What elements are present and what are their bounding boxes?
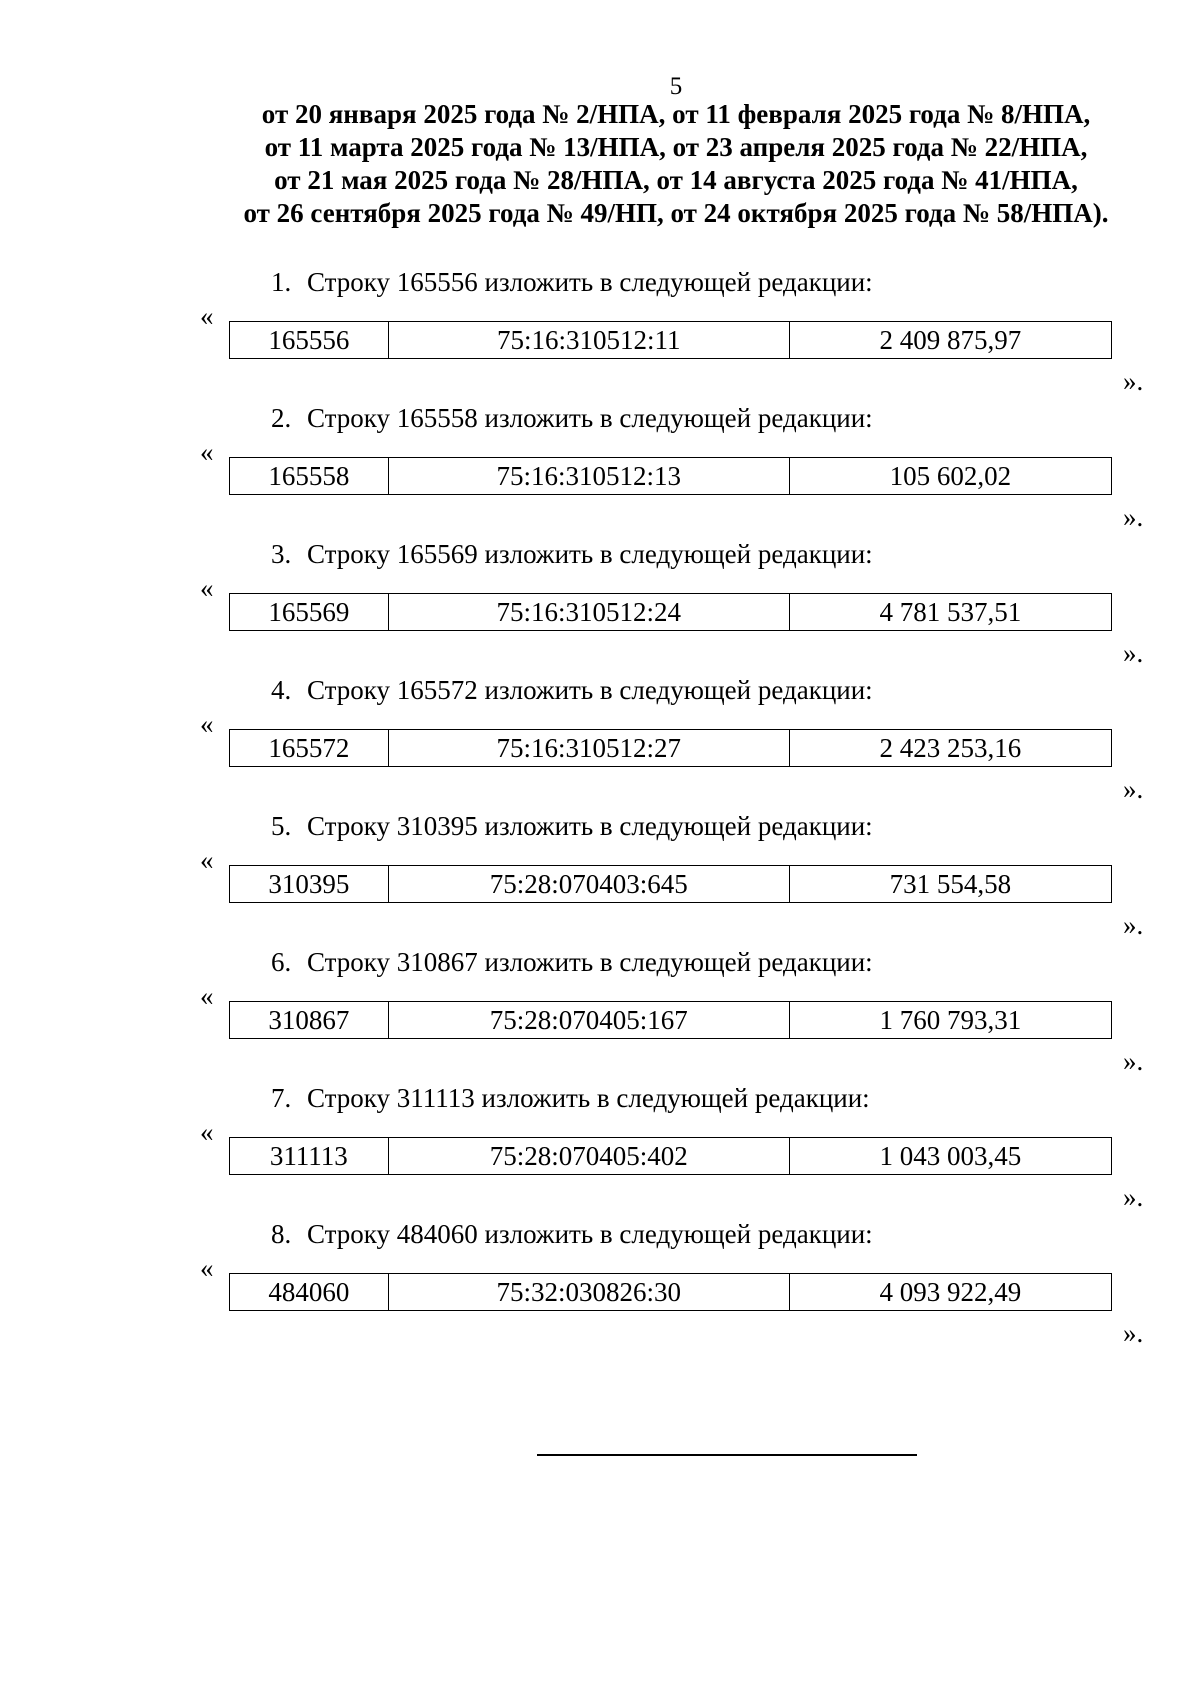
header-line: от 26 сентября 2025 года № 49/НП, от 24 октября 2025 года № 58/НПА). xyxy=(243,198,1109,228)
row-number-cell: 484060 xyxy=(230,1274,389,1311)
row-number-cell: 165558 xyxy=(230,458,389,495)
amendment-instruction xyxy=(271,1218,873,1250)
amendment-instruction xyxy=(271,402,873,434)
closing-quote: ». xyxy=(1123,1318,1144,1348)
table-row xyxy=(230,1002,1112,1039)
amended-row-table xyxy=(229,593,1112,631)
amendment-instruction xyxy=(271,810,873,842)
item-text: Строку 165556 изложить в следующей редакции: xyxy=(307,267,873,297)
opening-quote: « xyxy=(200,981,214,1011)
closing-quote: ». xyxy=(1123,1046,1144,1076)
amended-row-table xyxy=(229,457,1112,495)
table-row xyxy=(230,594,1112,631)
amended-row-table xyxy=(229,1001,1112,1039)
value-cell: 1 760 793,31 xyxy=(789,1002,1111,1039)
item-number: 8. xyxy=(271,1219,292,1249)
amendment-instruction xyxy=(271,266,873,298)
closing-quote: ». xyxy=(1123,910,1144,940)
value-cell: 2 409 875,97 xyxy=(789,322,1111,359)
page-number: 5 xyxy=(669,73,683,100)
opening-quote: « xyxy=(200,1253,214,1283)
value-cell: 1 043 003,45 xyxy=(789,1138,1111,1175)
amendment-item xyxy=(0,538,1200,674)
cadastral-number-cell: 75:28:070405:167 xyxy=(388,1002,789,1039)
cadastral-number-cell: 75:16:310512:11 xyxy=(388,322,789,359)
cadastral-number-cell: 75:28:070403:645 xyxy=(388,866,789,903)
amendment-instruction xyxy=(271,1082,870,1114)
table-row xyxy=(230,730,1112,767)
opening-quote: « xyxy=(200,437,214,467)
row-number-cell: 310867 xyxy=(230,1002,389,1039)
item-number: 5. xyxy=(271,811,292,841)
item-text: Строку 165572 изложить в следующей редакции: xyxy=(307,675,873,705)
item-number: 1. xyxy=(271,267,292,297)
table-row xyxy=(230,322,1112,359)
row-number-cell: 165569 xyxy=(230,594,389,631)
header-line: от 11 марта 2025 года № 13/НПА, от 23 апреля 2025 года № 22/НПА, xyxy=(264,132,1088,162)
table-row xyxy=(230,458,1112,495)
cadastral-number-cell: 75:16:310512:24 xyxy=(388,594,789,631)
value-cell: 731 554,58 xyxy=(789,866,1111,903)
amended-row-table xyxy=(229,321,1112,359)
table-row xyxy=(230,1138,1112,1175)
opening-quote: « xyxy=(200,845,214,875)
value-cell: 4 093 922,49 xyxy=(789,1274,1111,1311)
item-text: Строку 165558 изложить в следующей редакции: xyxy=(307,403,873,433)
amendment-item xyxy=(0,402,1200,538)
cadastral-number-cell: 75:16:310512:13 xyxy=(388,458,789,495)
item-number: 7. xyxy=(271,1083,292,1113)
cadastral-number-cell: 75:28:070405:402 xyxy=(388,1138,789,1175)
row-number-cell: 310395 xyxy=(230,866,389,903)
row-number-cell: 311113 xyxy=(230,1138,389,1175)
closing-quote: ». xyxy=(1123,366,1144,396)
value-cell: 4 781 537,51 xyxy=(789,594,1111,631)
header-line: от 21 мая 2025 года № 28/НПА, от 14 августа 2025 года № 41/НПА, xyxy=(274,165,1078,195)
end-of-document-line xyxy=(537,1454,917,1456)
amended-row-table xyxy=(229,1137,1112,1175)
amendment-item xyxy=(0,266,1200,402)
table-row xyxy=(230,1274,1112,1311)
item-number: 6. xyxy=(271,947,292,977)
item-number: 2. xyxy=(271,403,292,433)
item-text: Строку 310395 изложить в следующей редакции: xyxy=(307,811,873,841)
opening-quote: « xyxy=(200,1117,214,1147)
item-number: 4. xyxy=(271,675,292,705)
opening-quote: « xyxy=(200,573,214,603)
item-text: Строку 484060 изложить в следующей редакции: xyxy=(307,1219,873,1249)
item-text: Строку 311113 изложить в следующей редакции: xyxy=(307,1083,870,1113)
header-line: от 20 января 2025 года № 2/НПА, от 11 февраля 2025 года № 8/НПА, xyxy=(261,99,1091,129)
cadastral-number-cell: 75:16:310512:27 xyxy=(388,730,789,767)
closing-quote: ». xyxy=(1123,502,1144,532)
row-number-cell: 165572 xyxy=(230,730,389,767)
opening-quote: « xyxy=(200,301,214,331)
amendment-item xyxy=(0,674,1200,810)
amendment-item xyxy=(0,1082,1200,1218)
amendment-item xyxy=(0,1218,1200,1354)
amended-row-table xyxy=(229,1273,1112,1311)
item-text: Строку 310867 изложить в следующей редакции: xyxy=(307,947,873,977)
amended-row-table xyxy=(229,865,1112,903)
amendment-item xyxy=(0,810,1200,946)
item-text: Строку 165569 изложить в следующей редакции: xyxy=(307,539,873,569)
table-row xyxy=(230,866,1112,903)
closing-quote: ». xyxy=(1123,1182,1144,1212)
value-cell: 105 602,02 xyxy=(789,458,1111,495)
amendment-instruction xyxy=(271,538,873,570)
document-header xyxy=(0,98,1200,230)
amended-row-table xyxy=(229,729,1112,767)
closing-quote: ». xyxy=(1123,638,1144,668)
item-number: 3. xyxy=(271,539,292,569)
amendment-instruction xyxy=(271,946,873,978)
value-cell: 2 423 253,16 xyxy=(789,730,1111,767)
cadastral-number-cell: 75:32:030826:30 xyxy=(388,1274,789,1311)
closing-quote: ». xyxy=(1123,774,1144,804)
opening-quote: « xyxy=(200,709,214,739)
amendment-instruction xyxy=(271,674,873,706)
amendment-item xyxy=(0,946,1200,1082)
row-number-cell: 165556 xyxy=(230,322,389,359)
